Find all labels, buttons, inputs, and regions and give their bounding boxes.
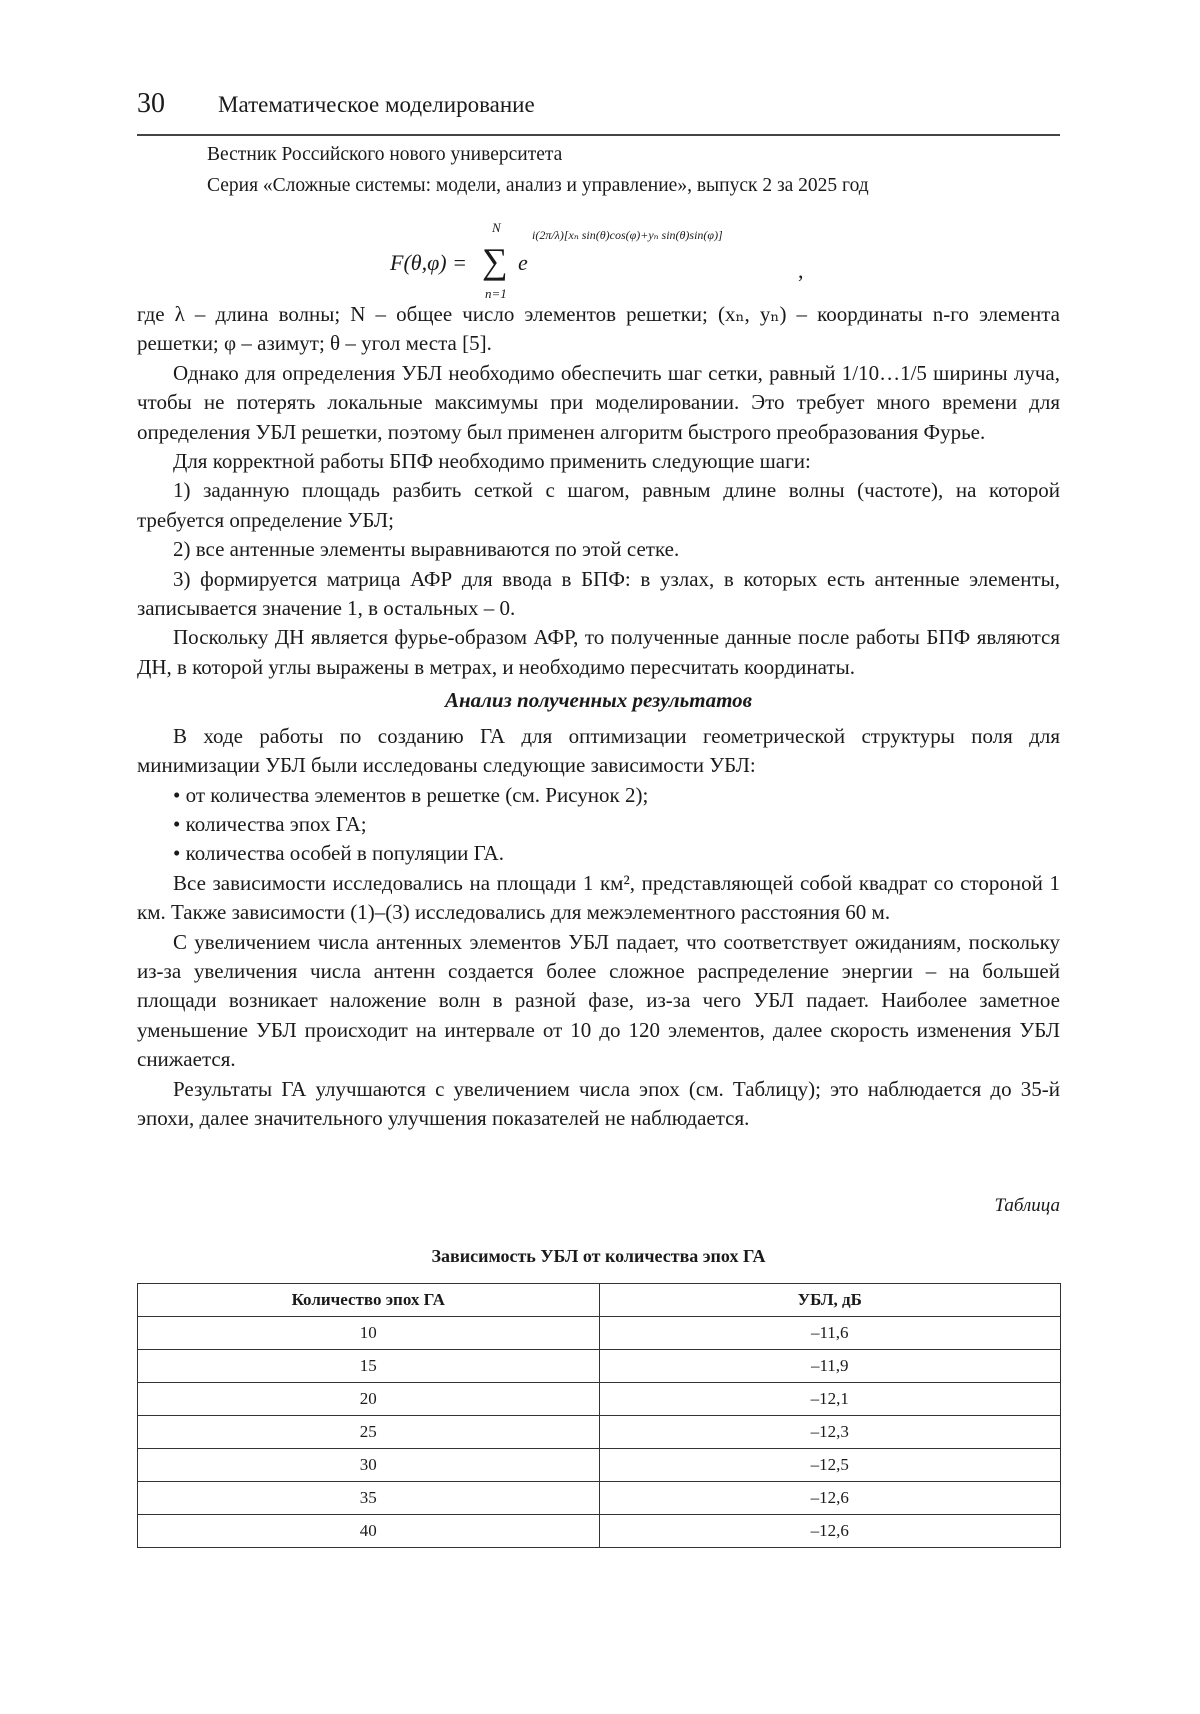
table-cell: 30 bbox=[138, 1449, 600, 1482]
paragraph: Все зависимости исследовались на площади 1 км², представляющей собой квадрат со стороной 1 км. Также зависимости (1)–(3) исследовались для межэлементного расстояния 60 м. bbox=[137, 870, 1060, 925]
list-item: • количества особей в популяции ГА. bbox=[173, 841, 504, 866]
formula-sum-lower: n=1 bbox=[485, 286, 507, 301]
body-text bbox=[137, 300, 1060, 1133]
paragraph: В ходе работы по созданию ГА для оптимизации геометрической структуры поля для минимизации УБЛ были исследованы следующие зависимости УБЛ: bbox=[137, 723, 1060, 778]
table-label: Таблица bbox=[994, 1195, 1060, 1216]
table-cell: 15 bbox=[138, 1350, 600, 1383]
table-cell: 40 bbox=[138, 1515, 600, 1548]
paragraph: Однако для определения УБЛ необходимо обеспечить шаг сетки, равный 1/10…1/5 ширины луча, чтобы не потерять локальные максимумы при моделировании. Это требует много времени для определения УБЛ решетки, поэтому был применен алгоритм быстрого преобразования Фурье. bbox=[137, 360, 1060, 444]
sum-symbol: ∑ bbox=[482, 241, 508, 281]
list-item: 2) все антенные элементы выравниваются по этой сетке. bbox=[173, 537, 680, 562]
table-cell: –12,5 bbox=[599, 1449, 1061, 1482]
formula-sum-upper: N bbox=[492, 220, 501, 235]
table-cell: 20 bbox=[138, 1383, 600, 1416]
table-cell: –12,6 bbox=[599, 1482, 1061, 1515]
journal-name: Вестник Российского нового университета bbox=[207, 144, 563, 165]
paragraph: Поскольку ДН является фурье-образом АФР, то полученные данные после работы БПФ являются ДН, в которой углы выражены в метрах, и необходимо пересчитать координаты. bbox=[137, 625, 1060, 679]
paragraph: С увеличением числа антенных элементов УБЛ падает, что соответствует ожиданиям, поскольку из-за увеличения числа антенн создается более сложное распределение энергии – на большей площади возникает наложение волн в разной фазе, из-за чего УБЛ падает. Наиболее заметное уменьшение УБЛ происходит на интервале от 10 до 120 элементов, далее скорость изменения УБЛ снижается. bbox=[137, 929, 1060, 1072]
table-cell: –12,3 bbox=[599, 1416, 1061, 1449]
table-row bbox=[138, 1383, 1061, 1416]
table-cell: –11,6 bbox=[599, 1317, 1061, 1350]
formula-exponent: i(2π/λ)[xₙ sin(θ)cos(φ)+yₙ sin(θ)sin(φ)] bbox=[532, 228, 723, 242]
results-table bbox=[137, 1283, 1061, 1548]
list-item: 3) формируется матрица АФР для ввода в БПФ: в узлах, в которых есть антенные элементы, записывается значение 1, в остальных – 0. bbox=[137, 566, 1060, 621]
table-row bbox=[138, 1482, 1061, 1515]
table-cell: 25 bbox=[138, 1416, 600, 1449]
table-title: Зависимость УБЛ от количества эпох ГА bbox=[431, 1246, 766, 1266]
formula-comma: , bbox=[798, 258, 804, 283]
running-header: Математическое моделирование bbox=[218, 92, 535, 117]
table-cell: –11,9 bbox=[599, 1350, 1061, 1383]
table-row bbox=[138, 1416, 1061, 1449]
column-header: Количество эпох ГА bbox=[138, 1284, 600, 1317]
list-item: • от количества элементов в решетке (см. Рисунок 2); bbox=[173, 782, 649, 807]
paragraph: Результаты ГА улучшаются с увеличением числа эпох (см. Таблицу); это наблюдается до 35-й эпохи, далее значительного улучшения показателей не наблюдается. bbox=[137, 1076, 1060, 1130]
list-item: 1) заданную площадь разбить сеткой с шагом, равным длине волны (частоте), на которой требуется определение УБЛ; bbox=[137, 478, 1060, 532]
table-row bbox=[138, 1317, 1061, 1350]
table-row bbox=[138, 1515, 1061, 1548]
table-header-row bbox=[138, 1284, 1061, 1317]
paragraph: Для корректной работы БПФ необходимо применить следующие шаги: bbox=[173, 449, 811, 474]
list-item: • количества эпох ГА; bbox=[173, 811, 367, 836]
journal-series: Серия «Сложные системы: модели, анализ и управление», выпуск 2 за 2025 год bbox=[207, 175, 869, 196]
table-cell: 10 bbox=[138, 1317, 600, 1350]
section-heading: Анализ полученных результатов bbox=[444, 688, 753, 713]
formula bbox=[390, 222, 990, 302]
formula-lhs: F(θ,φ) = bbox=[390, 250, 467, 275]
header-rule bbox=[137, 134, 1060, 136]
table-cell: –12,1 bbox=[599, 1383, 1061, 1416]
table-cell: –12,6 bbox=[599, 1515, 1061, 1548]
column-header: УБЛ, дБ bbox=[599, 1284, 1061, 1317]
table-row bbox=[138, 1350, 1061, 1383]
table-row bbox=[138, 1449, 1061, 1482]
paragraph: где λ – длина волны; N – общее число элементов решетки; (xₙ, yₙ) – координаты n-го элемента решетки; φ – азимут; θ – угол места [5]. bbox=[137, 302, 1060, 356]
formula-base: e bbox=[518, 250, 528, 275]
table-cell: 35 bbox=[138, 1482, 600, 1515]
page-number: 30 bbox=[137, 88, 165, 119]
